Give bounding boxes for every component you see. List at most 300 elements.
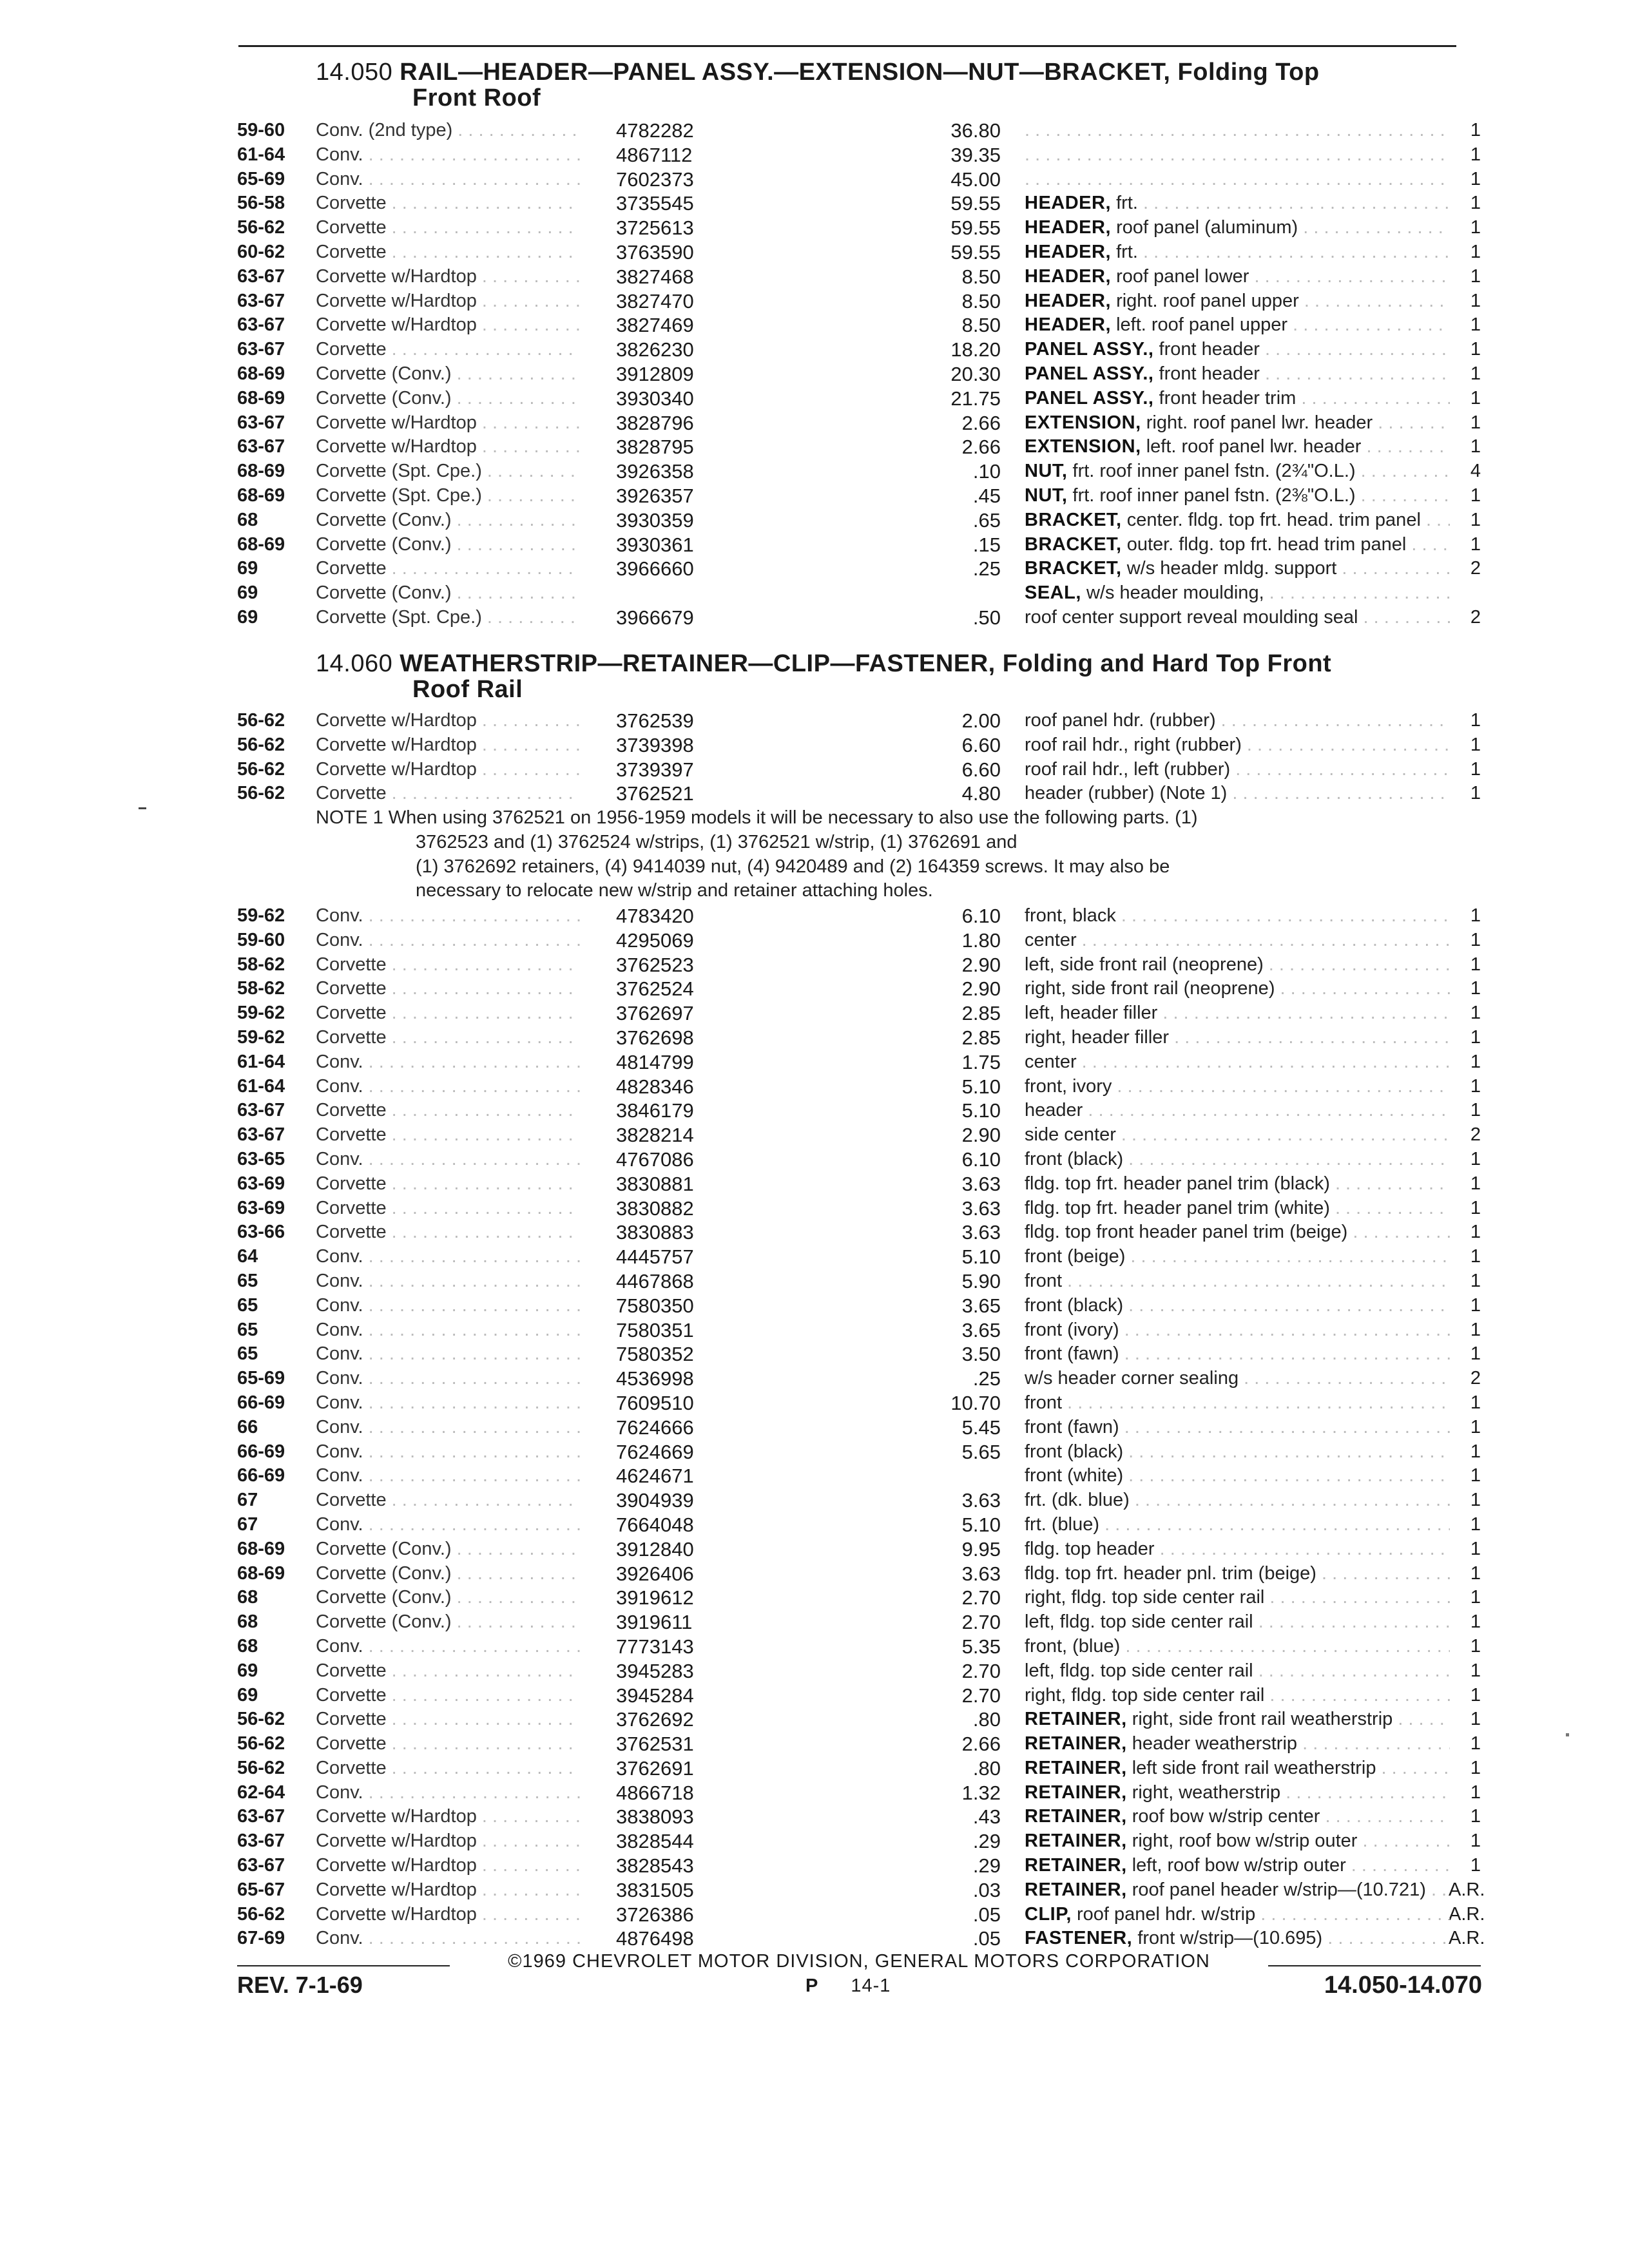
row-description bbox=[1025, 1684, 1450, 1708]
row-part-number: 3966679 bbox=[616, 606, 694, 629]
row-description-text: w/s header moulding, bbox=[1086, 582, 1264, 604]
row-model: Corvette . . . bbox=[316, 240, 580, 265]
row-description bbox=[1025, 1342, 1450, 1367]
row-years: 66-69 bbox=[237, 1441, 285, 1462]
row-price: 5.90 bbox=[961, 1269, 1001, 1293]
row-part-number: 3912809 bbox=[616, 362, 694, 385]
row-part-number: 3762521 bbox=[616, 782, 694, 805]
row-quantity: 1 bbox=[1470, 1757, 1481, 1778]
row-quantity: 1 bbox=[1470, 1051, 1481, 1072]
row-description-text: left, fldg. top side center rail bbox=[1025, 1660, 1253, 1681]
row-keyword: BRACKET, bbox=[1025, 558, 1122, 579]
row-keyword: PANEL ASSY., bbox=[1025, 339, 1154, 360]
row-keyword: PANEL ASSY., bbox=[1025, 363, 1154, 384]
row-part-number: 3945284 bbox=[616, 1684, 694, 1707]
row-years: 68 bbox=[237, 1611, 258, 1633]
row-years: 63-67 bbox=[237, 1100, 285, 1121]
row-part-number: 3762697 bbox=[616, 1002, 694, 1025]
row-price: .65 bbox=[972, 508, 1001, 532]
row-quantity: 1 bbox=[1470, 217, 1481, 238]
row-description bbox=[1025, 1610, 1450, 1635]
row-price: .10 bbox=[972, 460, 1001, 483]
row-description-text: front header bbox=[1159, 339, 1260, 360]
table-row bbox=[237, 1269, 1481, 1294]
row-description-text: front, (blue) bbox=[1025, 1635, 1121, 1657]
row-keyword: BRACKET, bbox=[1025, 533, 1122, 555]
note-line: NOTE 1 When using 3762521 on 1956-1959 models it will be necessary to also use the following parts. (1) bbox=[316, 807, 1198, 828]
row-price: 20.30 bbox=[950, 362, 1001, 385]
row-description-text: right, fldg. top side center rail bbox=[1025, 1684, 1265, 1706]
row-model: Conv. . . . bbox=[316, 1367, 580, 1391]
row-description bbox=[1025, 240, 1450, 265]
row-description bbox=[1025, 782, 1450, 806]
row-description bbox=[1025, 313, 1450, 338]
row-model: Conv. . . . bbox=[316, 1342, 580, 1367]
margin-mark bbox=[1566, 1733, 1569, 1736]
row-description-text: fldg. top front header panel trim (beige) bbox=[1025, 1222, 1348, 1243]
section-title-14050 bbox=[316, 59, 1476, 111]
row-keyword: HEADER, bbox=[1025, 193, 1112, 214]
row-description-text: header weatherstrip bbox=[1132, 1733, 1298, 1754]
row-quantity: 1 bbox=[1470, 1806, 1481, 1827]
row-price: 59.55 bbox=[950, 192, 1001, 215]
row-description-text: front bbox=[1025, 1392, 1063, 1413]
table-row bbox=[237, 1416, 1481, 1440]
row-model: Corvette (Spt. Cpe.) . . . bbox=[316, 484, 580, 508]
row-description bbox=[1025, 1635, 1450, 1659]
table-row bbox=[237, 1148, 1481, 1172]
table-row bbox=[237, 1537, 1481, 1562]
row-description-text: frt. bbox=[1116, 241, 1138, 262]
row-description-text: front, ivory bbox=[1025, 1075, 1112, 1097]
row-price: .25 bbox=[972, 1367, 1001, 1390]
row-description-text: front header bbox=[1159, 363, 1260, 384]
row-years: 59-62 bbox=[237, 1026, 285, 1048]
table-row bbox=[237, 977, 1481, 1001]
parts-table-14060-b bbox=[237, 904, 1485, 1951]
row-price: 6.60 bbox=[961, 758, 1001, 781]
table-row bbox=[237, 1829, 1481, 1854]
row-part-number: 7624666 bbox=[616, 1416, 694, 1439]
row-model: Conv. . . . bbox=[316, 143, 580, 168]
row-keyword: RETAINER, bbox=[1025, 1757, 1127, 1778]
section-subtitle: Roof Rail bbox=[412, 676, 523, 703]
row-description bbox=[1025, 411, 1450, 436]
row-description-text: outer. fldg. top frt. head trim panel bbox=[1126, 533, 1407, 555]
table-row bbox=[237, 1635, 1481, 1659]
row-price: 39.35 bbox=[950, 143, 1001, 166]
row-quantity: 1 bbox=[1470, 1514, 1481, 1535]
row-quantity: 1 bbox=[1470, 1684, 1481, 1706]
row-price: .29 bbox=[972, 1830, 1001, 1853]
row-quantity: 1 bbox=[1470, 1026, 1481, 1048]
row-model: Conv. . . . bbox=[316, 1513, 580, 1537]
row-years: 63-67 bbox=[237, 1855, 285, 1876]
row-years: 63-67 bbox=[237, 436, 285, 457]
row-price: 2.85 bbox=[961, 1002, 1001, 1025]
row-description bbox=[1025, 1854, 1450, 1878]
row-keyword: RETAINER, bbox=[1025, 1806, 1127, 1827]
row-price: 3.63 bbox=[961, 1562, 1001, 1585]
row-price: 1.75 bbox=[961, 1050, 1001, 1073]
row-quantity: 2 bbox=[1470, 558, 1481, 579]
row-part-number: 4867112 bbox=[616, 143, 693, 166]
row-price: 5.10 bbox=[961, 1075, 1001, 1098]
row-description-text: w/s header mldg. support bbox=[1126, 558, 1337, 579]
row-part-number: 4866718 bbox=[616, 1781, 694, 1804]
row-part-number: 3725613 bbox=[616, 216, 694, 240]
row-quantity: 1 bbox=[1470, 1173, 1481, 1194]
table-row bbox=[237, 1854, 1481, 1878]
row-description bbox=[1025, 581, 1450, 606]
row-description-text: header (rubber) (Note 1) bbox=[1025, 783, 1228, 804]
row-description-text: w/s header corner sealing bbox=[1025, 1368, 1239, 1389]
row-description-text: fldg. top frt. header panel trim (white) bbox=[1025, 1197, 1330, 1218]
table-row bbox=[237, 733, 1481, 758]
row-years: 63-67 bbox=[237, 1831, 285, 1852]
row-years: 60-62 bbox=[237, 241, 285, 262]
row-years: 68-69 bbox=[237, 387, 285, 408]
section-title-14060 bbox=[316, 651, 1476, 702]
table-row bbox=[237, 1342, 1481, 1367]
parts-table-14050 bbox=[237, 119, 1481, 630]
row-model: Corvette . . . bbox=[316, 1026, 580, 1050]
row-part-number: 3762698 bbox=[616, 1026, 694, 1049]
table-row bbox=[237, 1026, 1481, 1050]
row-keyword: NUT, bbox=[1025, 485, 1068, 506]
table-row bbox=[237, 143, 1481, 168]
row-model: Corvette (Conv.) . . . bbox=[316, 362, 580, 387]
row-quantity: 2 bbox=[1470, 1368, 1481, 1389]
row-model: Corvette . . . bbox=[316, 977, 580, 1001]
row-description-text: roof rail hdr., right (rubber) bbox=[1025, 734, 1242, 755]
row-part-number: 3966660 bbox=[616, 557, 694, 581]
row-description bbox=[1025, 119, 1450, 143]
row-years: 56-58 bbox=[237, 193, 285, 214]
row-price: 3.63 bbox=[961, 1489, 1001, 1512]
row-description bbox=[1025, 977, 1450, 1001]
row-price: 6.10 bbox=[961, 1148, 1001, 1171]
row-description bbox=[1025, 904, 1450, 928]
row-description-text: front bbox=[1025, 1270, 1063, 1291]
row-description bbox=[1025, 435, 1450, 459]
row-description bbox=[1025, 265, 1450, 289]
row-model: Conv. . . . bbox=[316, 1781, 580, 1805]
row-quantity: 1 bbox=[1470, 1490, 1481, 1511]
row-years: 65-69 bbox=[237, 1368, 285, 1389]
row-part-number: 3830881 bbox=[616, 1172, 694, 1195]
row-model: Corvette . . . bbox=[316, 557, 580, 581]
row-description-text: center bbox=[1025, 1051, 1077, 1072]
row-part-number: 3827469 bbox=[616, 314, 694, 337]
table-row bbox=[237, 1586, 1481, 1610]
table-row bbox=[237, 119, 1481, 143]
row-description-text: right, side front rail (neoprene) bbox=[1025, 978, 1275, 999]
row-part-number: 3763590 bbox=[616, 240, 694, 264]
table-row bbox=[237, 1440, 1481, 1465]
row-model: Conv. . . . bbox=[316, 1391, 580, 1416]
top-rule bbox=[238, 45, 1456, 47]
row-description-text: left. roof panel upper bbox=[1116, 314, 1288, 336]
table-row bbox=[237, 1196, 1481, 1221]
table-row bbox=[237, 1075, 1481, 1099]
table-row bbox=[237, 1927, 1485, 1951]
row-price: 2.90 bbox=[961, 977, 1001, 1001]
row-years: 63-66 bbox=[237, 1222, 285, 1243]
table-row bbox=[237, 557, 1481, 581]
table-row bbox=[237, 709, 1481, 733]
row-quantity: A.R. bbox=[1449, 1879, 1485, 1900]
row-description bbox=[1025, 1367, 1450, 1391]
row-price: .50 bbox=[972, 606, 1001, 629]
row-description bbox=[1025, 1440, 1450, 1465]
table-row bbox=[237, 459, 1481, 484]
row-years: 67-69 bbox=[237, 1928, 285, 1949]
row-price: 6.60 bbox=[961, 733, 1001, 756]
table-row bbox=[237, 1684, 1481, 1708]
row-price: 4.80 bbox=[961, 782, 1001, 805]
table-row bbox=[237, 1318, 1481, 1343]
row-description-text: side center bbox=[1025, 1124, 1116, 1146]
row-years: 68-69 bbox=[237, 485, 285, 506]
row-model: Corvette (Conv.) . . . bbox=[316, 1586, 580, 1610]
row-model: Corvette w/Hardtop . . . bbox=[316, 289, 580, 314]
row-quantity: 1 bbox=[1470, 1246, 1481, 1267]
row-price: .03 bbox=[972, 1878, 1001, 1901]
row-part-number: 3739397 bbox=[616, 758, 694, 781]
row-years: 67 bbox=[237, 1490, 258, 1511]
row-description-text: roof bow w/strip center bbox=[1132, 1806, 1320, 1827]
row-quantity: 1 bbox=[1470, 710, 1481, 731]
row-description bbox=[1025, 484, 1450, 508]
row-description bbox=[1025, 733, 1450, 758]
row-price: 59.55 bbox=[950, 240, 1001, 264]
row-part-number: 4876498 bbox=[616, 1927, 694, 1950]
row-part-number: 7602373 bbox=[616, 168, 694, 191]
row-description-text: roof center support reveal moulding seal bbox=[1025, 606, 1358, 628]
row-description bbox=[1025, 387, 1450, 411]
row-quantity: 4 bbox=[1470, 461, 1481, 482]
row-quantity: 1 bbox=[1470, 1611, 1481, 1633]
row-model: Corvette w/Hardtop . . . bbox=[316, 313, 580, 338]
table-row bbox=[237, 265, 1481, 289]
row-quantity: 1 bbox=[1470, 1465, 1481, 1486]
row-years: 63-69 bbox=[237, 1173, 285, 1194]
row-price: 2.66 bbox=[961, 1733, 1001, 1756]
row-years: 63-69 bbox=[237, 1197, 285, 1218]
row-model: Conv. (2nd type) . . . bbox=[316, 119, 580, 143]
row-part-number: 3762531 bbox=[616, 1733, 694, 1756]
table-row bbox=[237, 928, 1481, 953]
row-description bbox=[1025, 459, 1450, 484]
row-description bbox=[1025, 1196, 1450, 1221]
table-row bbox=[237, 1610, 1481, 1635]
row-description-text: front (black) bbox=[1025, 1441, 1124, 1462]
row-description bbox=[1025, 191, 1450, 216]
row-description-text: center. fldg. top frt. head. trim panel bbox=[1126, 509, 1421, 530]
row-description-text: fldg. top header bbox=[1025, 1538, 1155, 1559]
row-description-text: frt. (blue) bbox=[1025, 1514, 1100, 1535]
table-row bbox=[237, 1464, 1481, 1488]
row-part-number: 3830883 bbox=[616, 1221, 694, 1244]
row-description bbox=[1025, 1220, 1450, 1245]
row-description bbox=[1025, 1537, 1450, 1562]
row-model: Corvette . . . bbox=[316, 1196, 580, 1221]
row-part-number: 3726386 bbox=[616, 1903, 694, 1926]
row-description-text: right, header filler bbox=[1025, 1026, 1170, 1048]
row-description-text: left, roof bow w/strip outer bbox=[1132, 1855, 1346, 1876]
row-price: 36.80 bbox=[950, 119, 1001, 142]
row-part-number: 3828544 bbox=[616, 1830, 694, 1853]
row-quantity: 1 bbox=[1470, 1222, 1481, 1243]
row-years: 63-67 bbox=[237, 1124, 285, 1146]
row-years: 66-69 bbox=[237, 1392, 285, 1413]
row-model: Corvette . . . bbox=[316, 1099, 580, 1123]
row-years: 61-64 bbox=[237, 144, 285, 165]
row-part-number: 3762524 bbox=[616, 977, 694, 1001]
row-years: 68-69 bbox=[237, 533, 285, 555]
row-price: .05 bbox=[972, 1927, 1001, 1950]
row-keyword: RETAINER, bbox=[1025, 1733, 1127, 1754]
row-years: 59-60 bbox=[237, 120, 285, 140]
row-quantity: 1 bbox=[1470, 1660, 1481, 1681]
row-description-text: right. roof panel upper bbox=[1116, 290, 1299, 311]
row-model: Corvette . . . bbox=[316, 338, 580, 362]
row-model: Conv. . . . bbox=[316, 928, 580, 953]
row-description-text: right, fldg. top side center rail bbox=[1025, 1587, 1265, 1608]
row-model: Conv. . . . bbox=[316, 1318, 580, 1343]
table-row bbox=[237, 606, 1481, 630]
table-row bbox=[237, 1391, 1481, 1416]
row-price: 21.75 bbox=[950, 387, 1001, 410]
row-quantity: 1 bbox=[1470, 783, 1481, 804]
section-subtitle: Front Roof bbox=[412, 84, 541, 111]
page-number bbox=[805, 1975, 891, 1997]
row-model: Conv. . . . bbox=[316, 1440, 580, 1465]
row-quantity: 1 bbox=[1470, 363, 1481, 384]
row-model: Corvette (Conv.) . . . bbox=[316, 1562, 580, 1586]
table-row bbox=[237, 1172, 1481, 1196]
row-price: 3.63 bbox=[961, 1172, 1001, 1195]
row-years: 66 bbox=[237, 1416, 258, 1437]
row-price: 2.90 bbox=[961, 953, 1001, 976]
row-years: 65 bbox=[237, 1319, 258, 1340]
row-description-text: front header trim bbox=[1159, 387, 1296, 408]
row-years: 63-67 bbox=[237, 314, 285, 336]
row-keyword: NUT, bbox=[1025, 461, 1068, 482]
row-description-text: left, header filler bbox=[1025, 1003, 1158, 1024]
row-description-text: right. roof panel lwr. header bbox=[1146, 412, 1373, 433]
row-years: 56-62 bbox=[237, 734, 285, 755]
table-row bbox=[237, 1050, 1481, 1075]
row-price: .45 bbox=[972, 484, 1001, 507]
row-description bbox=[1025, 168, 1450, 192]
row-model: Corvette w/Hardtop . . . bbox=[316, 1878, 580, 1903]
row-part-number: 3919612 bbox=[616, 1586, 694, 1610]
row-part-number: 3930340 bbox=[616, 387, 694, 410]
row-description bbox=[1025, 508, 1450, 533]
row-description-text: front (white) bbox=[1025, 1465, 1124, 1486]
row-description bbox=[1025, 557, 1450, 581]
table-row bbox=[237, 1294, 1481, 1318]
row-description bbox=[1025, 1586, 1450, 1610]
table-row bbox=[237, 1367, 1481, 1391]
row-description-text: left, fldg. top side center rail bbox=[1025, 1611, 1253, 1633]
row-part-number: 3739398 bbox=[616, 733, 694, 756]
row-part-number: 3926406 bbox=[616, 1562, 694, 1585]
row-description bbox=[1025, 1781, 1450, 1805]
row-description-text: frt. bbox=[1116, 193, 1138, 214]
row-model: Corvette (Spt. Cpe.) . . . bbox=[316, 606, 580, 630]
row-quantity: 1 bbox=[1470, 1075, 1481, 1097]
row-model: Conv. . . . bbox=[316, 1927, 580, 1951]
table-row bbox=[237, 435, 1481, 459]
row-part-number: 7664048 bbox=[616, 1513, 694, 1536]
row-model: Corvette . . . bbox=[316, 1684, 580, 1708]
row-price: 2.70 bbox=[961, 1586, 1001, 1610]
row-part-number: 3830882 bbox=[616, 1196, 694, 1220]
row-keyword: HEADER, bbox=[1025, 314, 1112, 336]
row-price: 3.65 bbox=[961, 1318, 1001, 1341]
row-description bbox=[1025, 1562, 1450, 1586]
row-model: Conv. . . . bbox=[316, 1464, 580, 1488]
row-price: .80 bbox=[972, 1756, 1001, 1780]
row-description bbox=[1025, 1099, 1450, 1123]
row-model: Corvette (Conv.) . . . bbox=[316, 387, 580, 411]
row-quantity: 1 bbox=[1470, 1197, 1481, 1218]
row-description bbox=[1025, 709, 1450, 733]
row-quantity: 1 bbox=[1470, 1148, 1481, 1169]
row-keyword: EXTENSION, bbox=[1025, 412, 1141, 433]
row-description bbox=[1025, 606, 1450, 630]
row-model: Corvette w/Hardtop . . . bbox=[316, 1829, 580, 1854]
row-years: 56-62 bbox=[237, 1709, 285, 1730]
row-price: 2.70 bbox=[961, 1659, 1001, 1682]
row-years: 65 bbox=[237, 1294, 258, 1316]
row-description bbox=[1025, 1756, 1450, 1781]
row-part-number: 3926357 bbox=[616, 484, 694, 507]
row-description-text: right, roof bow w/strip outer bbox=[1132, 1831, 1358, 1852]
row-part-number: 3762692 bbox=[616, 1708, 694, 1731]
table-row bbox=[237, 1123, 1481, 1148]
row-quantity: 1 bbox=[1470, 339, 1481, 360]
row-quantity: 1 bbox=[1470, 1416, 1481, 1437]
row-part-number: 4624671 bbox=[616, 1465, 694, 1488]
row-model: Corvette . . . bbox=[316, 1220, 580, 1245]
row-model: Corvette w/Hardtop . . . bbox=[316, 709, 580, 733]
row-model: Corvette . . . bbox=[316, 1488, 580, 1513]
row-quantity: 1 bbox=[1470, 1733, 1481, 1754]
row-price: 5.10 bbox=[961, 1513, 1001, 1536]
row-model: Conv. . . . bbox=[316, 1148, 580, 1172]
row-price: 2.90 bbox=[961, 1124, 1001, 1147]
table-row bbox=[237, 1903, 1485, 1927]
row-years: 65-69 bbox=[237, 168, 285, 189]
row-description bbox=[1025, 338, 1450, 362]
row-quantity: 1 bbox=[1470, 1392, 1481, 1413]
row-model: Corvette . . . bbox=[316, 1123, 580, 1148]
table-row bbox=[237, 387, 1481, 411]
table-row bbox=[237, 1659, 1481, 1684]
row-part-number: 4536998 bbox=[616, 1367, 694, 1390]
row-model: Corvette . . . bbox=[316, 191, 580, 216]
row-part-number: 4767086 bbox=[616, 1148, 694, 1171]
row-keyword: HEADER, bbox=[1025, 241, 1112, 262]
note-line: necessary to relocate new w/strip and retainer attaching holes. bbox=[416, 880, 933, 901]
row-description-text: front w/strip—(10.695) bbox=[1137, 1928, 1323, 1949]
footer-rule-left bbox=[237, 1965, 450, 1966]
row-description-text: roof panel hdr. (rubber) bbox=[1025, 710, 1216, 731]
